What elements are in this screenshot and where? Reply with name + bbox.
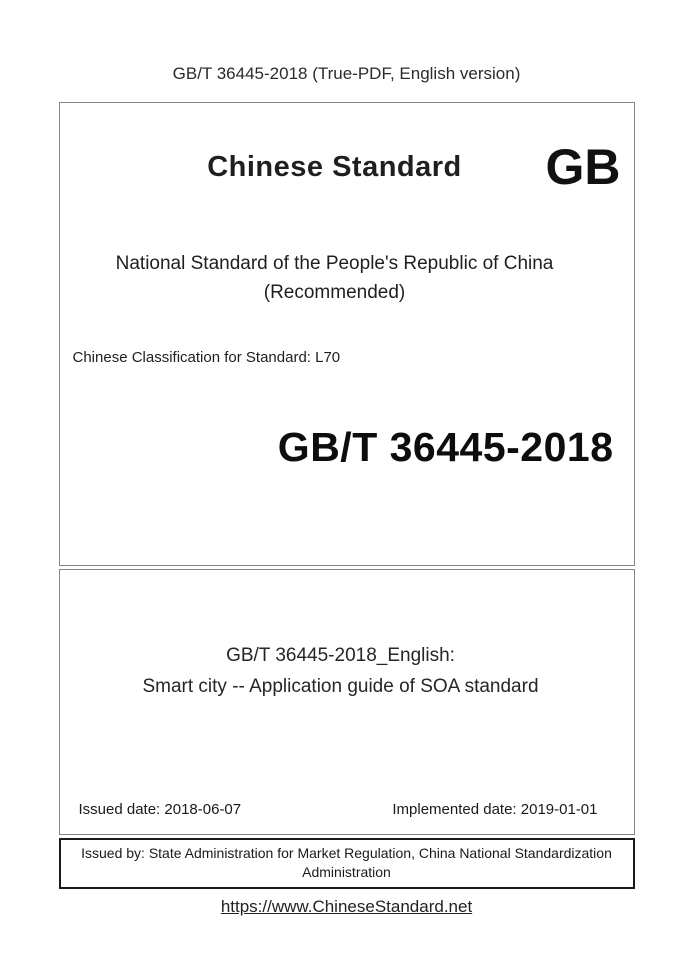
issuer-box <box>59 838 635 889</box>
footer-link[interactable]: https://www.ChineseStandard.net <box>220 897 473 916</box>
dates-row <box>60 801 634 818</box>
national-standard-line: National Standard of the People's Republic of China <box>115 253 554 274</box>
national-standard-block <box>48 249 622 307</box>
brand-row <box>60 139 634 195</box>
issuer-text: Issued by: State Administration for Market Regulation, China National Standardization Administration <box>81 845 612 880</box>
standard-number: GB/T 36445-2018 <box>277 424 614 470</box>
english-title-block <box>54 640 628 702</box>
page-header-title: GB/T 36445-2018 (True-PDF, English version) <box>172 64 521 83</box>
gb-logo: GB <box>545 139 621 195</box>
spacer <box>60 702 634 801</box>
implemented-date: Implemented date: 2019-01-01 <box>392 801 598 818</box>
english-title-line1: GB/T 36445-2018_English: <box>226 645 455 666</box>
cover-box <box>59 102 635 566</box>
classification-line: Chinese Classification for Standard: L70 <box>72 349 341 366</box>
english-title-line2: Smart city -- Application guide of SOA standard <box>142 676 539 697</box>
issued-date: Issued date: 2018-06-07 <box>78 801 242 818</box>
document-body <box>59 102 635 917</box>
recommended-line: (Recommended) <box>263 282 406 303</box>
page-footer <box>59 897 635 917</box>
title-box <box>59 569 635 835</box>
brand-title: Chinese Standard <box>207 151 462 183</box>
